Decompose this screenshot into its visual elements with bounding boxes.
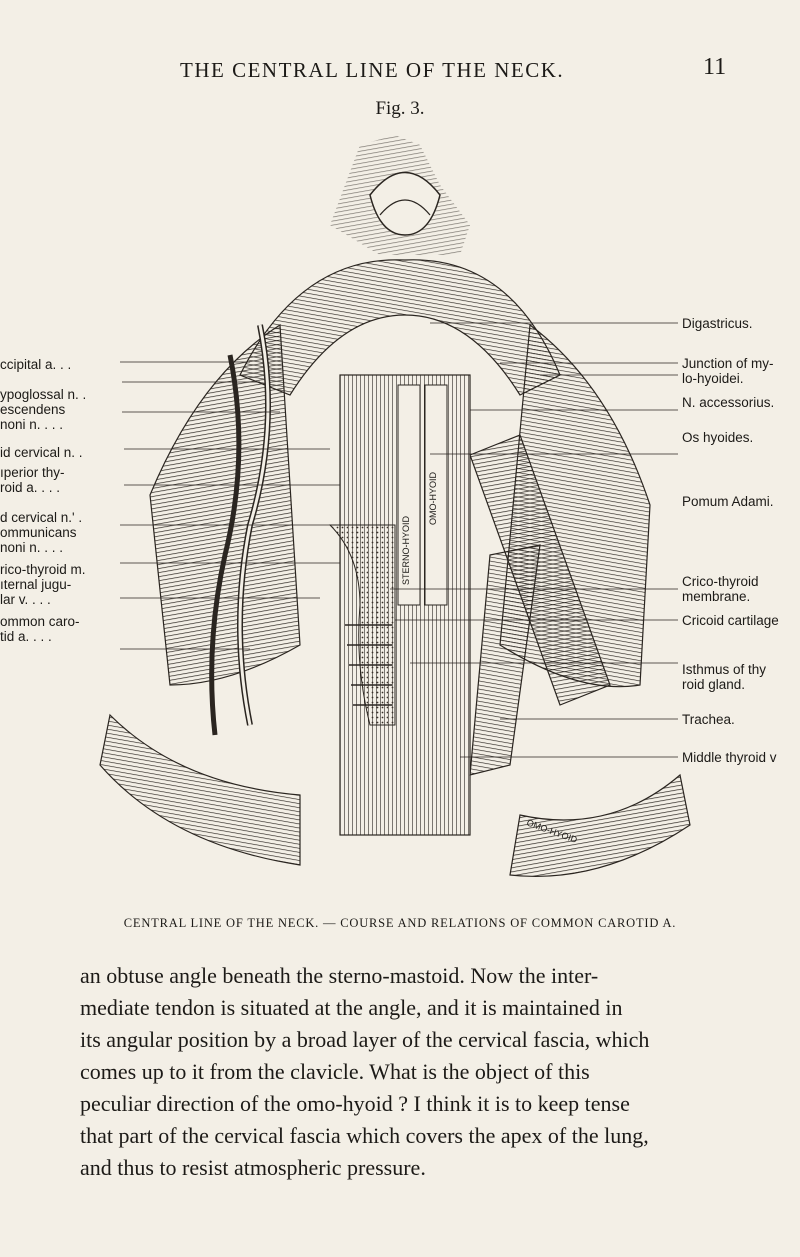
label-cricoid-cartilage: Cricoid cartilage — [682, 613, 779, 628]
label-crico-thyroid-muscle: rico-thyroid m. — [0, 562, 86, 577]
label-jugular-vein: lar v. . . . — [0, 592, 51, 607]
sterno-mastoid-left — [150, 325, 300, 685]
label-membrane: membrane. — [682, 589, 751, 604]
body-line: comes up to it from the clavicle. What is the object of this — [80, 1059, 590, 1084]
label-trachea: Trachea. — [682, 712, 735, 727]
label-descendens: escendens — [0, 402, 66, 417]
body-line: its angular position by a broad layer of the cervical fascia, which — [80, 1027, 650, 1052]
label-common-carotid: ommon caro- — [0, 614, 80, 629]
label-n-accessorius: N. accessorius. — [682, 395, 775, 410]
body-line: and thus to resist atmospheric pressure. — [80, 1155, 426, 1180]
label-os-hyoides: Os hyoides. — [682, 430, 754, 445]
figure-legend: CENTRAL LINE OF THE NECK. — COURSE AND RELATIONS OF COMMON CAROTID A. — [123, 916, 677, 930]
body-line: mediate tendon is situated at the angle, and it is maintained in — [80, 995, 623, 1020]
label-communicans-noni: noni n. . . . — [0, 540, 64, 555]
label-mylohyoidei: lo-hyoidei. — [682, 371, 744, 386]
page-number: 11 — [703, 54, 727, 80]
label-hypoglossal-nerve: ypoglossal n. . — [0, 387, 87, 402]
running-head — [0, 54, 800, 88]
label-superior-thyroid: ıperior thy- — [0, 465, 65, 480]
chin-region — [330, 135, 470, 255]
label-third-cervical-nerve: d cervical n.' . — [0, 510, 83, 525]
label-noni-nerve: noni n. . . . — [0, 417, 64, 432]
label-thyroid-gland: roid gland. — [682, 677, 746, 692]
label-carotid-artery: tid a. . . . — [0, 629, 52, 644]
body-line: that part of the cervical fascia which covers the apex of the lung, — [80, 1123, 649, 1148]
body-line: an obtuse angle beneath the sterno-mastoid. Now the inter- — [80, 963, 599, 988]
omo-hyoid-lower-label: OMO-HYOID — [525, 817, 579, 846]
figure-number: Fig. 3. — [375, 98, 425, 119]
label-middle-thyroid-vein: Middle thyroid v — [682, 750, 777, 765]
anatomical-figure — [0, 125, 800, 885]
label-pomum-adami: Pomum Adami. — [682, 494, 774, 509]
sterno-hyoid-label: STERNO-HYOID — [401, 515, 411, 585]
body-paragraph — [80, 960, 770, 1184]
label-second-cervical-nerve: id cervical n. . — [0, 445, 83, 460]
body-line: peculiar direction of the omo-hyoid ? I think it is to keep tense — [80, 1091, 630, 1116]
running-title: THE CENTRAL LINE OF THE NECK. — [180, 58, 565, 82]
label-internal-jugular: ıternal jugu- — [0, 577, 72, 592]
label-superior-thyroid-artery: roid a. . . . — [0, 480, 61, 495]
clavicular-region-left — [100, 715, 300, 865]
label-occipital-artery: ccipital a. . . — [0, 357, 72, 372]
neck-illustration — [0, 125, 800, 885]
label-junction-mylohyoid: Junction of my- — [682, 356, 774, 371]
label-communicans: ommunicans — [0, 525, 77, 540]
label-digastricus: Digastricus. — [682, 316, 753, 331]
label-isthmus-thyroid: Isthmus of thy — [682, 662, 767, 677]
label-crico-thyroid: Crico-thyroid — [682, 574, 759, 589]
omo-hyoid-label: OMO-HYOID — [428, 472, 438, 525]
